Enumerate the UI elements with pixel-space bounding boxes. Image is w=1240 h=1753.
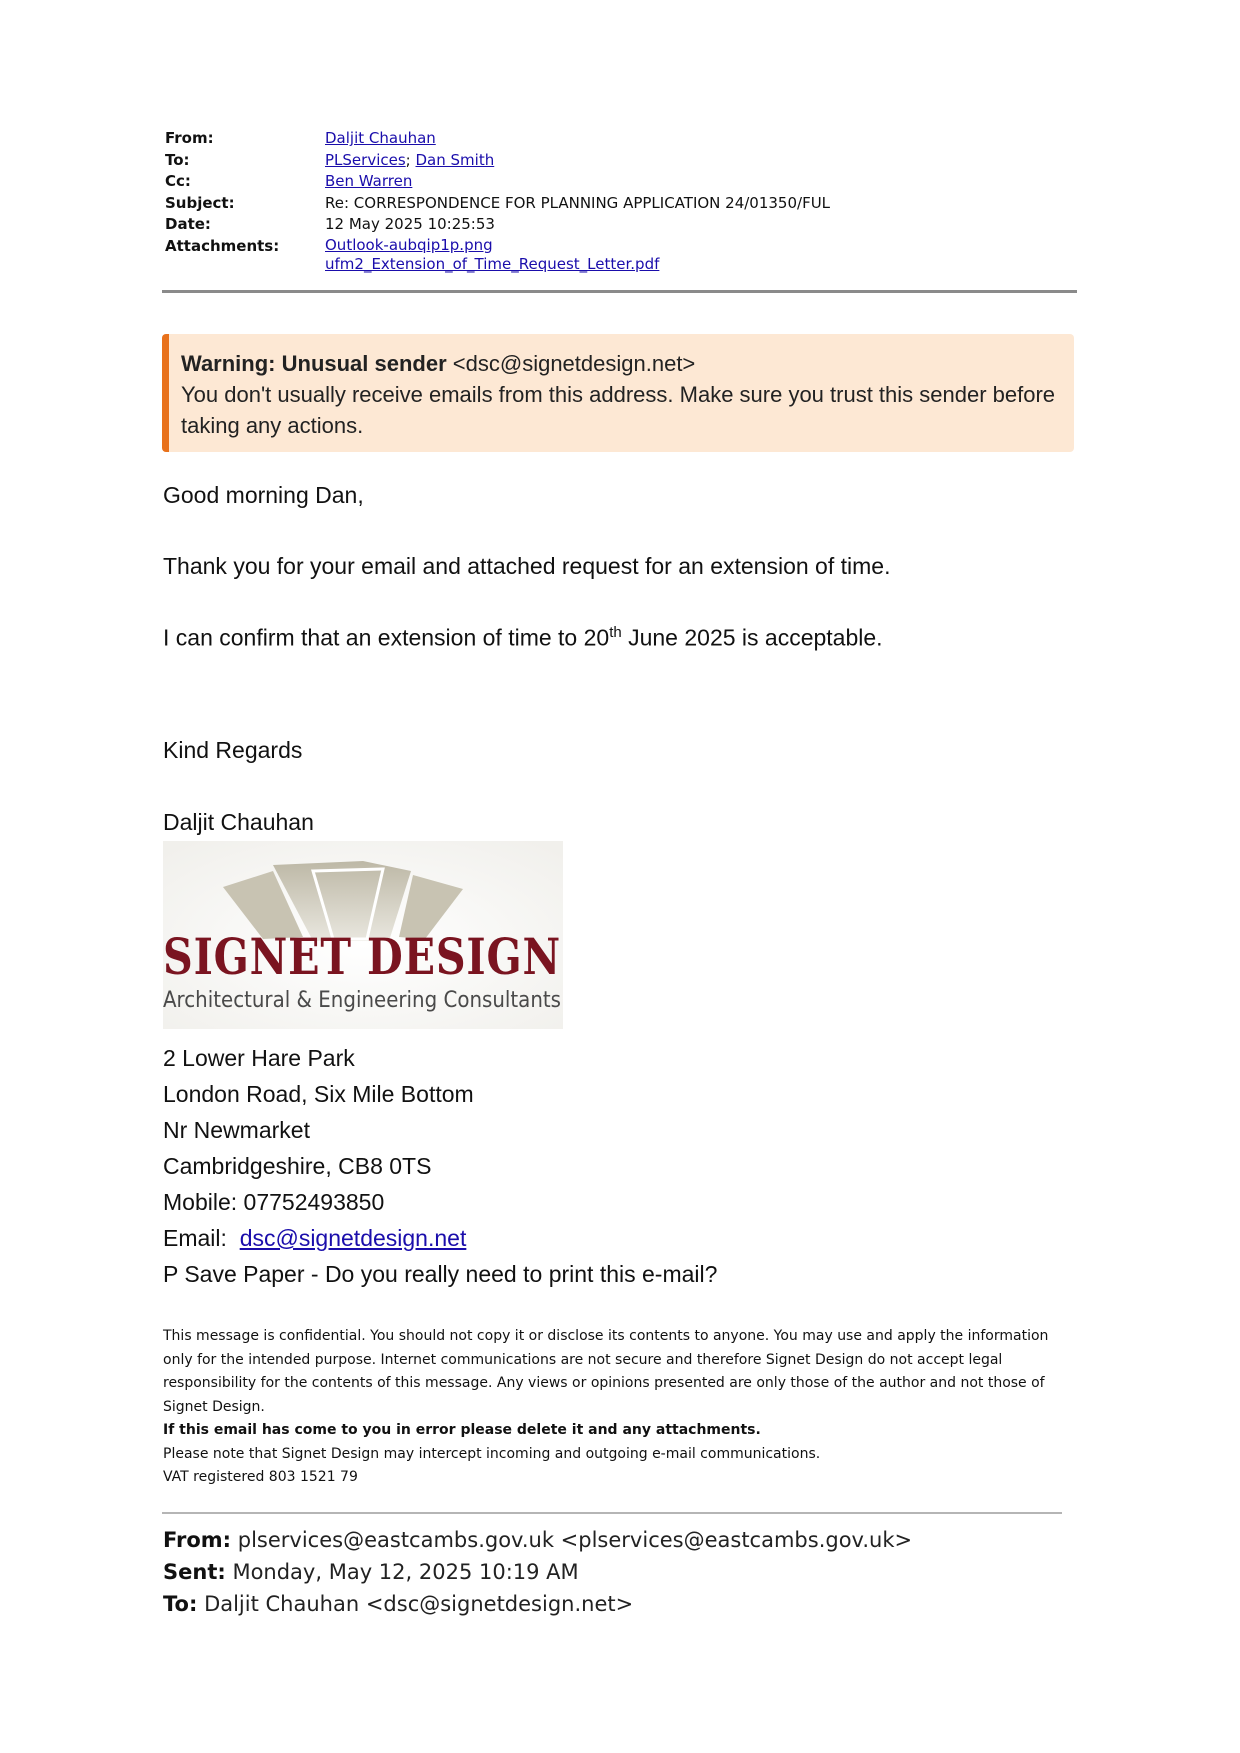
confidentiality-disclaimer: [163, 1325, 1073, 1490]
warning-title-line: [181, 348, 1056, 379]
subject-row: [165, 193, 1075, 215]
attachments-row: [165, 236, 1075, 274]
signature-address: [163, 1040, 717, 1292]
warning-message: You don't usually receive emails from this address. Make sure you trust this sender before taking any actions.: [181, 382, 1056, 438]
date-value: 12 May 2025 10:25:53: [325, 215, 495, 233]
disclaimer-intercept-notice: Please note that Signet Design may intercept incoming and outgoing e-mail communications.: [163, 1445, 821, 1462]
fwd-from-row: [163, 1524, 912, 1556]
address-line-1: 2 Lower Hare Park: [163, 1045, 355, 1071]
cc-row: [165, 171, 1075, 193]
date-label: Date:: [165, 215, 211, 233]
body-paragraph-1: Thank you for your email and attached request for an extension of time.: [163, 553, 891, 579]
attachments-label: Attachments:: [165, 236, 280, 255]
email-label: Email:: [163, 1225, 227, 1251]
disclaimer-paragraph: This message is confidential. You should not copy it or disclose its contents to anyone. You may use and apply the information only for the intended purpose. Internet communications are not secure and therefore Signet Design do not accept legal responsibility for the contents of this message. Any views or opinions presented are only those of the author and not those of Signet Design.: [163, 1328, 1049, 1415]
cc-label: Cc:: [165, 172, 191, 190]
address-line-4: Cambridgeshire, CB8 0TS: [163, 1153, 432, 1179]
logo-brand-text: SIGNET DESIGN: [163, 927, 561, 986]
email-line: [163, 1220, 717, 1256]
address-line-2: London Road, Six Mile Bottom: [163, 1081, 474, 1107]
para2-superscript: th: [609, 624, 622, 641]
signet-design-logo: [163, 841, 563, 1029]
mobile-number: Mobile: 07752493850: [163, 1189, 385, 1215]
body-paragraph-2: [163, 624, 883, 652]
fwd-sent-row: [163, 1556, 912, 1588]
to-link-plservices[interactable]: PLServices: [325, 150, 406, 169]
forwarded-header: [163, 1524, 912, 1620]
address-line-3: Nr Newmarket: [163, 1117, 310, 1143]
header-divider: [162, 290, 1077, 293]
save-paper-note: P Save Paper - Do you really need to print this e-mail?: [163, 1261, 718, 1287]
closing: Kind Regards: [163, 737, 303, 763]
date-row: [165, 214, 1075, 236]
warning-address: <dsc@signetdesign.net>: [452, 351, 696, 376]
to-label: To:: [165, 150, 190, 169]
warning-title: Warning: Unusual sender: [181, 351, 447, 376]
from-label: From:: [165, 129, 214, 147]
cc-link[interactable]: Ben Warren: [325, 172, 413, 190]
unusual-sender-warning: [162, 334, 1074, 452]
signature-name: Daljit Chauhan: [163, 809, 314, 835]
fwd-to-label: To:: [163, 1592, 198, 1616]
subject-value: Re: CORRESPONDENCE FOR PLANNING APPLICATION 24/01350/FUL: [325, 193, 831, 212]
disclaimer-error-notice: If this email has come to you in error please delete it and any attachments.: [163, 1422, 761, 1438]
to-link-dan-smith[interactable]: Dan Smith: [415, 150, 495, 169]
para2-after: June 2025 is acceptable.: [621, 624, 883, 651]
logo-tagline-text: Architectural & Engineering Consultants: [163, 988, 561, 1013]
greeting: Good morning Dan,: [163, 482, 364, 508]
para2-before: I can confirm that an extension of time to 20: [163, 624, 610, 651]
subject-label: Subject:: [165, 193, 235, 212]
from-row: [165, 128, 1075, 150]
attachment-link-pdf[interactable]: ufm2_Extension_of_Time_Request_Letter.pdf: [325, 254, 660, 273]
email-link[interactable]: dsc@signetdesign.net: [239, 1225, 467, 1251]
fwd-sent-label: Sent:: [163, 1560, 226, 1584]
vat-number: VAT registered 803 1521 79: [163, 1469, 358, 1485]
fwd-to-row: [163, 1588, 912, 1620]
attachment-link-png[interactable]: Outlook-aubqip1p.png: [325, 235, 493, 254]
to-separator: ;: [405, 150, 411, 169]
fwd-from-label: From:: [163, 1528, 232, 1552]
email-header: [165, 128, 1075, 274]
to-row: [165, 150, 1075, 172]
fwd-from-value: plservices@eastcambs.gov.uk <plservices@eastcambs.gov.uk>: [237, 1528, 913, 1552]
fwd-to-value: Daljit Chauhan <dsc@signetdesign.net>: [204, 1592, 634, 1616]
forward-divider: [162, 1512, 1062, 1514]
from-link[interactable]: Daljit Chauhan: [325, 129, 436, 147]
fwd-sent-value: Monday, May 12, 2025 10:19 AM: [232, 1560, 579, 1584]
